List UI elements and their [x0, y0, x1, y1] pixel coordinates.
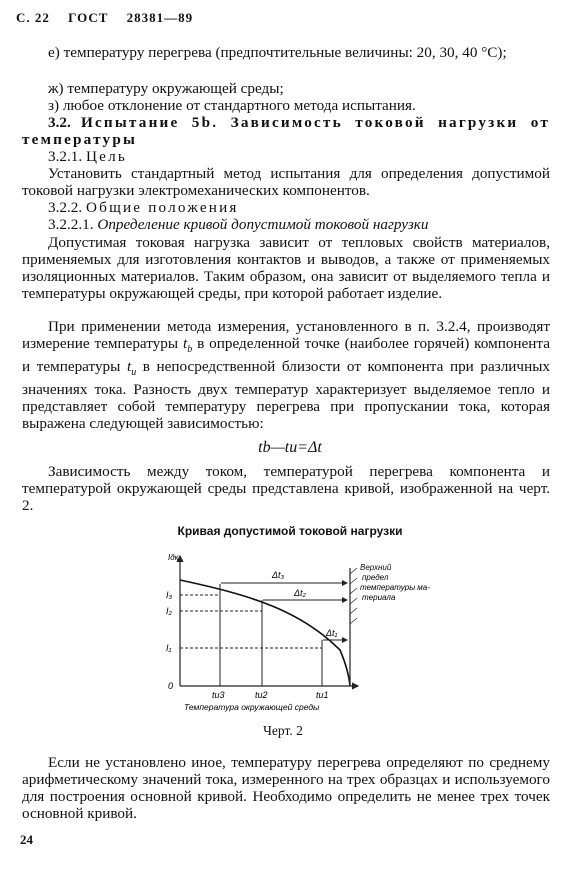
paragraph-4: Если не установлено иное, температуру перегрева определяют по среднему арифметическому значений тока, измеренного на трех образцах и используемого для построения основной кривой. Необходимо определить не менее трех точек основной кривой. [22, 754, 550, 822]
header-page-ref: С. 22 [16, 10, 50, 25]
paragraph-2-part-2: в определенной точке (наиболее горячей) компонента и температуры [22, 335, 550, 376]
upper-limit-label-4: териала [362, 593, 396, 602]
subsection-3221-number: 3.2.2.1. [48, 216, 94, 233]
subsection-3221 [22, 216, 550, 233]
subsection-321-number: 3.2.1. [48, 148, 83, 165]
subsection-322-number: 3.2.2. [48, 199, 83, 216]
paragraph-2-part-3: в непосредственной близости от компонента при различных значениях тока. Разность двух температур характеризует выделяемое тепло и представляет собой температуру перегрева при пропускании тока, которая выражена следующей зависимостью: [22, 358, 550, 433]
x-axis-label: Температура окружающей среды [184, 702, 320, 712]
tick-i1: I₁ [166, 643, 172, 653]
upper-limit-label: Верхний [360, 563, 392, 572]
subsection-321-title: Цель [85, 148, 127, 165]
var-tu: t [126, 358, 132, 376]
subsection-3221-title: Определение кривой допустимой токовой нагрузки [97, 216, 429, 233]
figure-caption: Черт. 2 [263, 723, 303, 738]
header-standard: ГОСТ [68, 10, 109, 25]
subsection-321 [22, 148, 550, 165]
paragraph-3: Зависимость между током, температурой перегрева компонента и температурой окружающей среды представлена кривой, изображенной на черт. 2. [22, 463, 550, 514]
subsection-322-title: Общие положения [85, 199, 239, 216]
list-item-zh: ж) температуру окружающей среды; [48, 80, 284, 97]
section-heading [22, 114, 550, 148]
section-title: Испытание 5b. Зависимость токовой нагрузки от температуры [22, 114, 551, 148]
tick-i2: I₂ [166, 606, 172, 616]
paragraph-2-part-1: При применении метода измерения, установленного в п. 3.2.4, производят измерение температуры [22, 318, 550, 352]
tick-zero: 0 [168, 681, 174, 691]
load-curve [180, 580, 350, 686]
dt3-label: Δt₃ [272, 570, 285, 580]
tick-i3: I₃ [166, 590, 173, 600]
paragraph-2 [22, 318, 550, 432]
list-item-z: з) любое отклонение от стандартного метода испытания. [48, 97, 416, 114]
upper-limit-hatch [350, 568, 357, 624]
var-tb: t [183, 335, 188, 352]
var-tb-sub: b [187, 344, 193, 356]
purpose-text: Установить стандартный метод испытания для определения допустимой токовой нагрузки электромеханических компонентов. [22, 165, 550, 199]
chart-title: Кривая допустимой токовой нагрузки [177, 524, 403, 538]
section-number: 3.2. [48, 114, 71, 131]
header-number: 28381—89 [126, 10, 194, 25]
page-number: 24 [20, 832, 33, 847]
current-load-chart [0, 540, 580, 720]
dt1-label: Δt₁ [326, 628, 338, 638]
page-header [16, 10, 207, 26]
upper-limit-label-2: предел [362, 573, 389, 582]
var-tu-sub: u [131, 367, 137, 379]
tick-tu2: tu2 [255, 690, 268, 700]
tick-tu1: tu1 [316, 690, 329, 700]
upper-limit-label-3: температуры ма- [360, 583, 430, 592]
dt2-label: Δt₂ [294, 588, 306, 598]
list-item-e: е) температуру перегрева (предпочтительные величины: 20, 30, 40 °С); [48, 44, 507, 61]
subsection-322 [22, 199, 550, 216]
formula: tb—tu=Δt [258, 439, 322, 456]
tick-tu3: tu3 [212, 690, 225, 700]
y-axis-label: Iдк [168, 553, 179, 562]
paragraph-1: Допустимая токовая нагрузка зависит от тепловых свойств материалов, применяемых для изготовления контактов и выводов, а также от применяемых изоляционных материалов. Таким образом, она зависит от выделяемого тепла и температуры окружающей среды, при которой работает изделие. [22, 234, 550, 302]
